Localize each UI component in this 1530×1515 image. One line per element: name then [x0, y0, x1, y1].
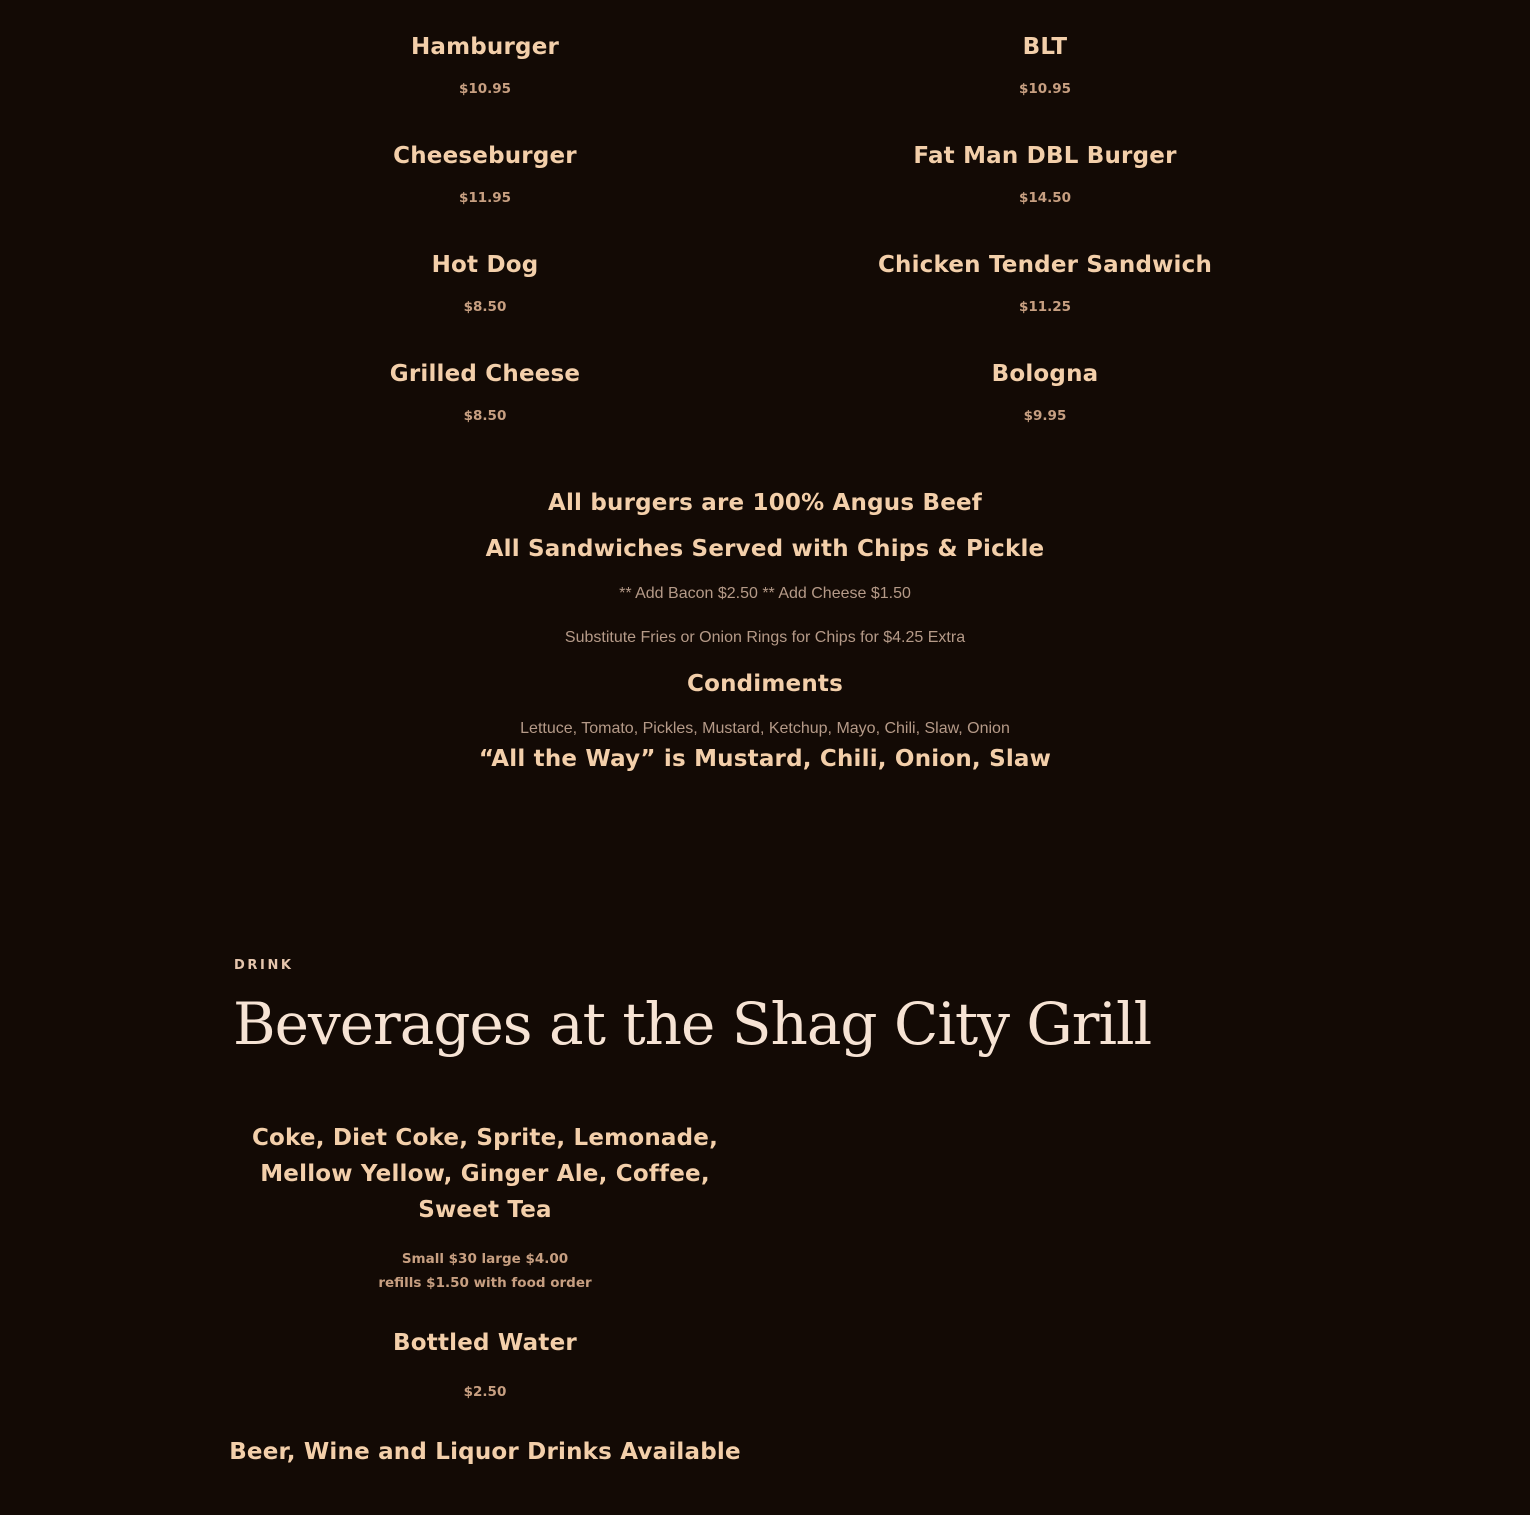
- soda-item: [225, 1120, 745, 1228]
- menu-item: [205, 353, 765, 462]
- soda-list-line: Mellow Yellow, Ginger Ale, Coffee,: [260, 1161, 710, 1187]
- alcohol-note: Beer, Wine and Liquor Drinks Available: [229, 1439, 741, 1465]
- angus-beef-note: All burgers are 100% Angus Beef: [547, 490, 983, 516]
- item-price: $2.50: [463, 1384, 507, 1400]
- soda-refill-note: refills $1.50 with food order: [378, 1275, 592, 1291]
- item-name: Grilled Cheese: [389, 361, 581, 387]
- condiments-heading: Condiments: [686, 671, 844, 697]
- water-item: [225, 1325, 745, 1361]
- item-name: Bottled Water: [393, 1330, 577, 1356]
- menu-item: [765, 26, 1325, 135]
- item-name: Bologna: [991, 361, 1099, 387]
- menu-item: [765, 353, 1325, 462]
- item-price: $11.95: [458, 190, 512, 206]
- all-the-way-note: “All the Way” is Mustard, Chili, Onion, Slaw: [478, 746, 1052, 772]
- section-title: Beverages at the Shag City Grill: [233, 990, 1152, 1058]
- item-price: $14.50: [1018, 190, 1072, 206]
- item-name: BLT: [1022, 34, 1068, 60]
- item-name: Chicken Tender Sandwich: [877, 252, 1213, 278]
- section-eyebrow: DRINK: [234, 958, 294, 973]
- item-name: Cheeseburger: [393, 143, 577, 169]
- item-name: Hamburger: [410, 34, 560, 60]
- item-name: Hot Dog: [431, 252, 539, 278]
- condiments-list: Lettuce, Tomato, Pickles, Mustard, Ketchup, Mayo, Chili, Slaw, Onion: [520, 720, 1010, 737]
- item-name: Fat Man DBL Burger: [913, 143, 1177, 169]
- soda-list-line: Coke, Diet Coke, Sprite, Lemonade,: [251, 1125, 719, 1151]
- menu-item: [205, 244, 765, 353]
- sandwiches-note: All Sandwiches Served with Chips & Pickle: [485, 536, 1045, 562]
- soda-price: Small $30 large $4.00: [401, 1251, 569, 1267]
- water-price-row: [225, 1380, 745, 1404]
- alcohol-note-row: [225, 1434, 745, 1470]
- soda-pricing: [225, 1247, 745, 1295]
- menu-item: [765, 244, 1325, 353]
- item-price: $10.95: [1018, 81, 1072, 97]
- item-price: $11.25: [1018, 299, 1072, 315]
- item-price: $10.95: [458, 81, 512, 97]
- item-price: $8.50: [463, 408, 507, 424]
- addons-note: ** Add Bacon $2.50 ** Add Cheese $1.50: [619, 585, 911, 602]
- item-price: $8.50: [463, 299, 507, 315]
- menu-item: [205, 26, 765, 135]
- item-price: $9.95: [1023, 408, 1067, 424]
- substitute-note: Substitute Fries or Onion Rings for Chips for $4.25 Extra: [564, 629, 966, 646]
- soda-list-line: Sweet Tea: [418, 1197, 552, 1223]
- menu-item: [765, 135, 1325, 244]
- food-menu-grid: [205, 26, 1325, 462]
- menu-item: [205, 135, 765, 244]
